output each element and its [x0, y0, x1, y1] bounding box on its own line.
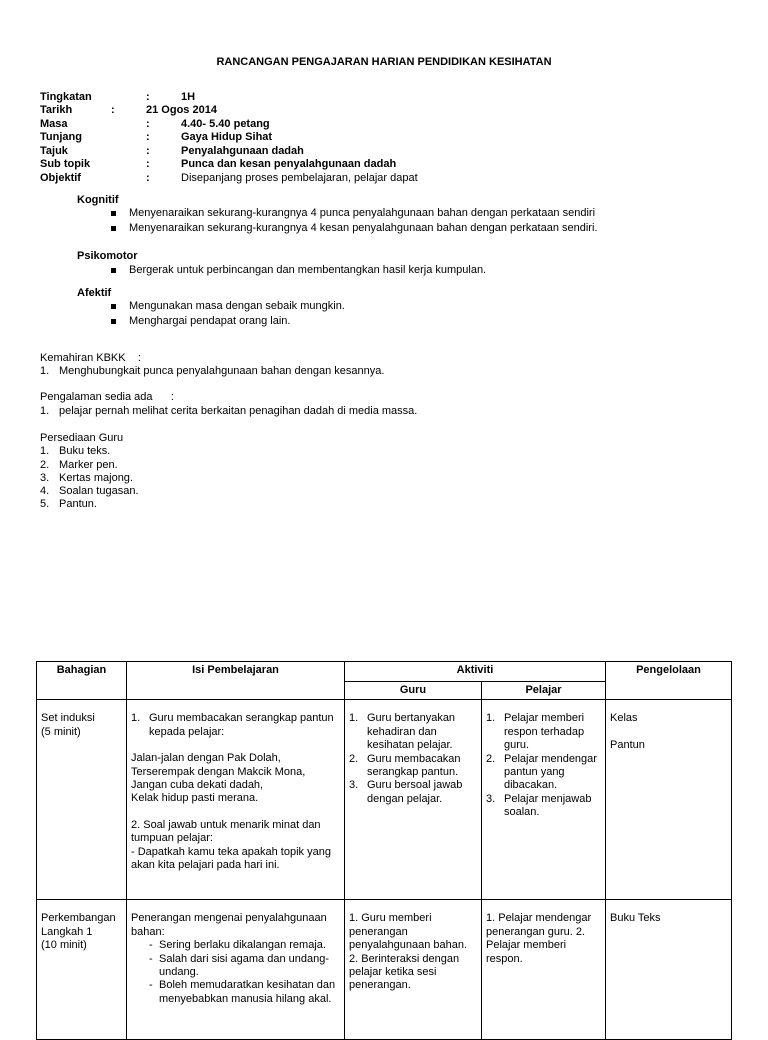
table-row	[37, 700, 732, 900]
cell-pengelolaan: Buku Teks	[606, 900, 732, 1040]
header-bahagian: Bahagian	[37, 662, 127, 700]
document-title: RANCANGAN PENGAJARAN HARIAN PENDIDIKAN KESIHATAN	[216, 56, 552, 68]
header-guru: Guru	[345, 682, 482, 700]
header-colon: :	[146, 172, 150, 184]
psikomotor-title: Psikomotor	[77, 250, 138, 262]
header-row	[40, 158, 740, 172]
cell-pelajar: 1. Pelajar mendengar penerangan guru. 2. Pelajar memberi respon.	[482, 900, 606, 1040]
header-value: 21 Ogos 2014	[146, 104, 217, 116]
cell-guru: 1. Guru bertanyakan kehadiran dan kesihatan pelajar. 2. Guru membacakan serangkap pantun. 3. Guru bersoal jawab dengan pelajar.	[345, 700, 482, 900]
header-colon: :	[146, 118, 150, 130]
persediaan-item: 5. Pantun.	[40, 498, 97, 510]
persediaan-item: 2. Marker pen.	[40, 459, 118, 471]
header-value: Gaya Hidup Sihat	[181, 131, 273, 143]
header-value: Disepanjang proses pembelajaran, pelajar dapat	[181, 172, 418, 184]
kognitif-title: Kognitif	[77, 194, 119, 206]
cell-bahagian: Perkembangan Langkah 1 (10 minit)	[37, 900, 127, 1040]
header-colon: :	[146, 158, 150, 170]
header-value: 1H	[181, 91, 196, 103]
pengalaman-item: 1. pelajar pernah melihat cerita berkaitan penagihan dadah di media massa.	[40, 405, 418, 417]
cell-guru: 1. Guru memberi penerangan penyalahgunaan bahan. 2. Berinteraksi dengan pelajar ketika sesi penerangan.	[345, 900, 482, 1040]
header-label: Tunjang	[40, 131, 82, 143]
header-label: Sub topik	[40, 158, 91, 170]
cell-pengelolaan: Kelas Pantun	[606, 700, 732, 900]
header-isi: Isi Pembelajaran	[127, 662, 345, 700]
kbkk-title: Kemahiran KBKK :	[40, 352, 141, 364]
cell-isi: Penerangan mengenai penyalahgunaan bahan: - Sering berlaku dikalangan remaja. - Salah dari sisi agama dan undang-undang. - Boleh memudaratkan kesihatan dan menyebabkan manusia hilang akal.	[127, 900, 345, 1040]
header-aktiviti: Aktiviti	[345, 662, 606, 682]
table-row	[37, 900, 732, 1040]
persediaan-title: Persediaan Guru	[40, 432, 124, 444]
header-value: 4.40- 5.40 petang	[181, 118, 270, 130]
header-colon: :	[146, 131, 150, 143]
header-colon: :	[111, 104, 115, 116]
cell-bahagian: Set induksi (5 minit)	[37, 700, 127, 900]
persediaan-item: 4. Soalan tugasan.	[40, 485, 139, 497]
header-value: Penyalahgunaan dadah	[181, 145, 304, 157]
header-row	[40, 145, 740, 159]
header-colon: :	[146, 145, 150, 157]
header-label: Objektif	[40, 172, 81, 184]
header-label: Tingkatan	[40, 91, 92, 103]
header-row	[40, 91, 740, 105]
header-colon: :	[146, 91, 150, 103]
header-row	[40, 104, 740, 118]
cell-pelajar: 1. Pelajar memberi respon terhadap guru. 2. Pelajar mendengar pantun yang dibacakan. 3. Pelajar menjawab soalan.	[482, 700, 606, 900]
kbkk-item: 1. Menghubungkait punca penyalahgunaan bahan dengan kesannya.	[40, 365, 385, 377]
cell-isi: 1. Guru membacakan serangkap pantun kepada pelajar: Jalan-jalan dengan Pak Dolah, Terserempak dengan Makcik Mona, Jangan cuba dekati dadah, Kelak hidup pasti merana. 2. Soal jawab untuk menarik minat dan tumpuan pelajar: - Dapatkah kamu teka apakah topik yang akan kita pelajari pada hari ini.	[127, 700, 345, 900]
pengalaman-title: Pengalaman sedia ada :	[40, 391, 174, 403]
header-label: Masa	[40, 118, 68, 130]
header-value: Punca dan kesan penyalahgunaan dadah	[181, 158, 397, 170]
persediaan-item: 3. Kertas majong.	[40, 472, 133, 484]
header-pengelolaan: Pengelolaan	[606, 662, 732, 700]
header-label: Tajuk	[40, 145, 68, 157]
header-label: Tarikh	[40, 104, 73, 116]
header-row	[40, 118, 740, 132]
lesson-plan-table	[36, 661, 732, 1040]
header-pelajar: Pelajar	[482, 682, 606, 700]
header-row	[40, 131, 740, 145]
header-row	[40, 172, 740, 186]
persediaan-item: 1. Buku teks.	[40, 445, 111, 457]
afektif-title: Afektif	[77, 287, 112, 299]
